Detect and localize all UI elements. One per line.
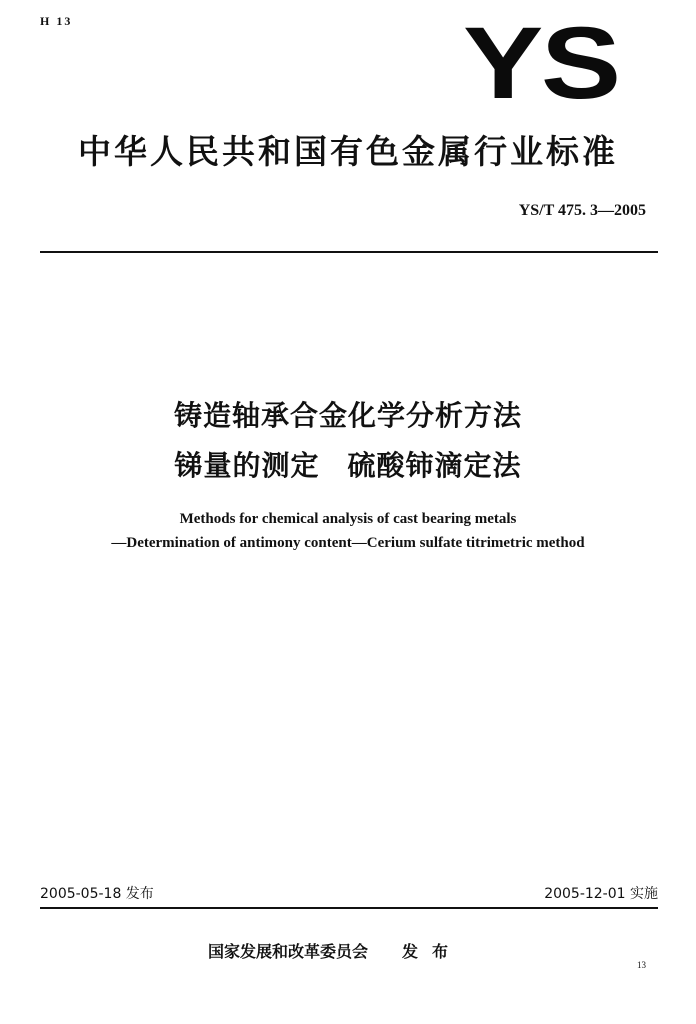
title-cn-line2-part-b: 硫酸铈滴定法	[347, 449, 522, 482]
classification-code: H 13	[40, 14, 73, 28]
title-cn-line2-part-a: 锑量的测定	[174, 449, 320, 482]
title-cn-line1: 铸造轴承合金化学分析方法	[173, 399, 522, 432]
title-cn-line2	[40, 444, 656, 484]
bottom-divider	[40, 907, 658, 909]
implementation-date: 2005-12-01 实施	[544, 886, 658, 902]
organization-title: 中华人民共和国有色金属行业标准	[78, 132, 618, 171]
issuer-name: 国家发展和改革委员会	[208, 942, 369, 961]
top-divider	[40, 251, 658, 253]
standard-number: YS/T 475. 3—2005	[518, 202, 646, 219]
issue-date: 2005-05-18 发布	[40, 886, 154, 902]
title-en-line1: Methods for chemical analysis of cast bearing metals	[179, 511, 517, 527]
issue-word: 发布	[402, 942, 463, 961]
page-number: 13	[637, 960, 646, 970]
ys-logo: YS	[463, 6, 619, 120]
title-en-line2: —Determination of antimony content—Cerium sulfate titrimetric method	[111, 535, 585, 551]
issuer	[208, 939, 462, 962]
